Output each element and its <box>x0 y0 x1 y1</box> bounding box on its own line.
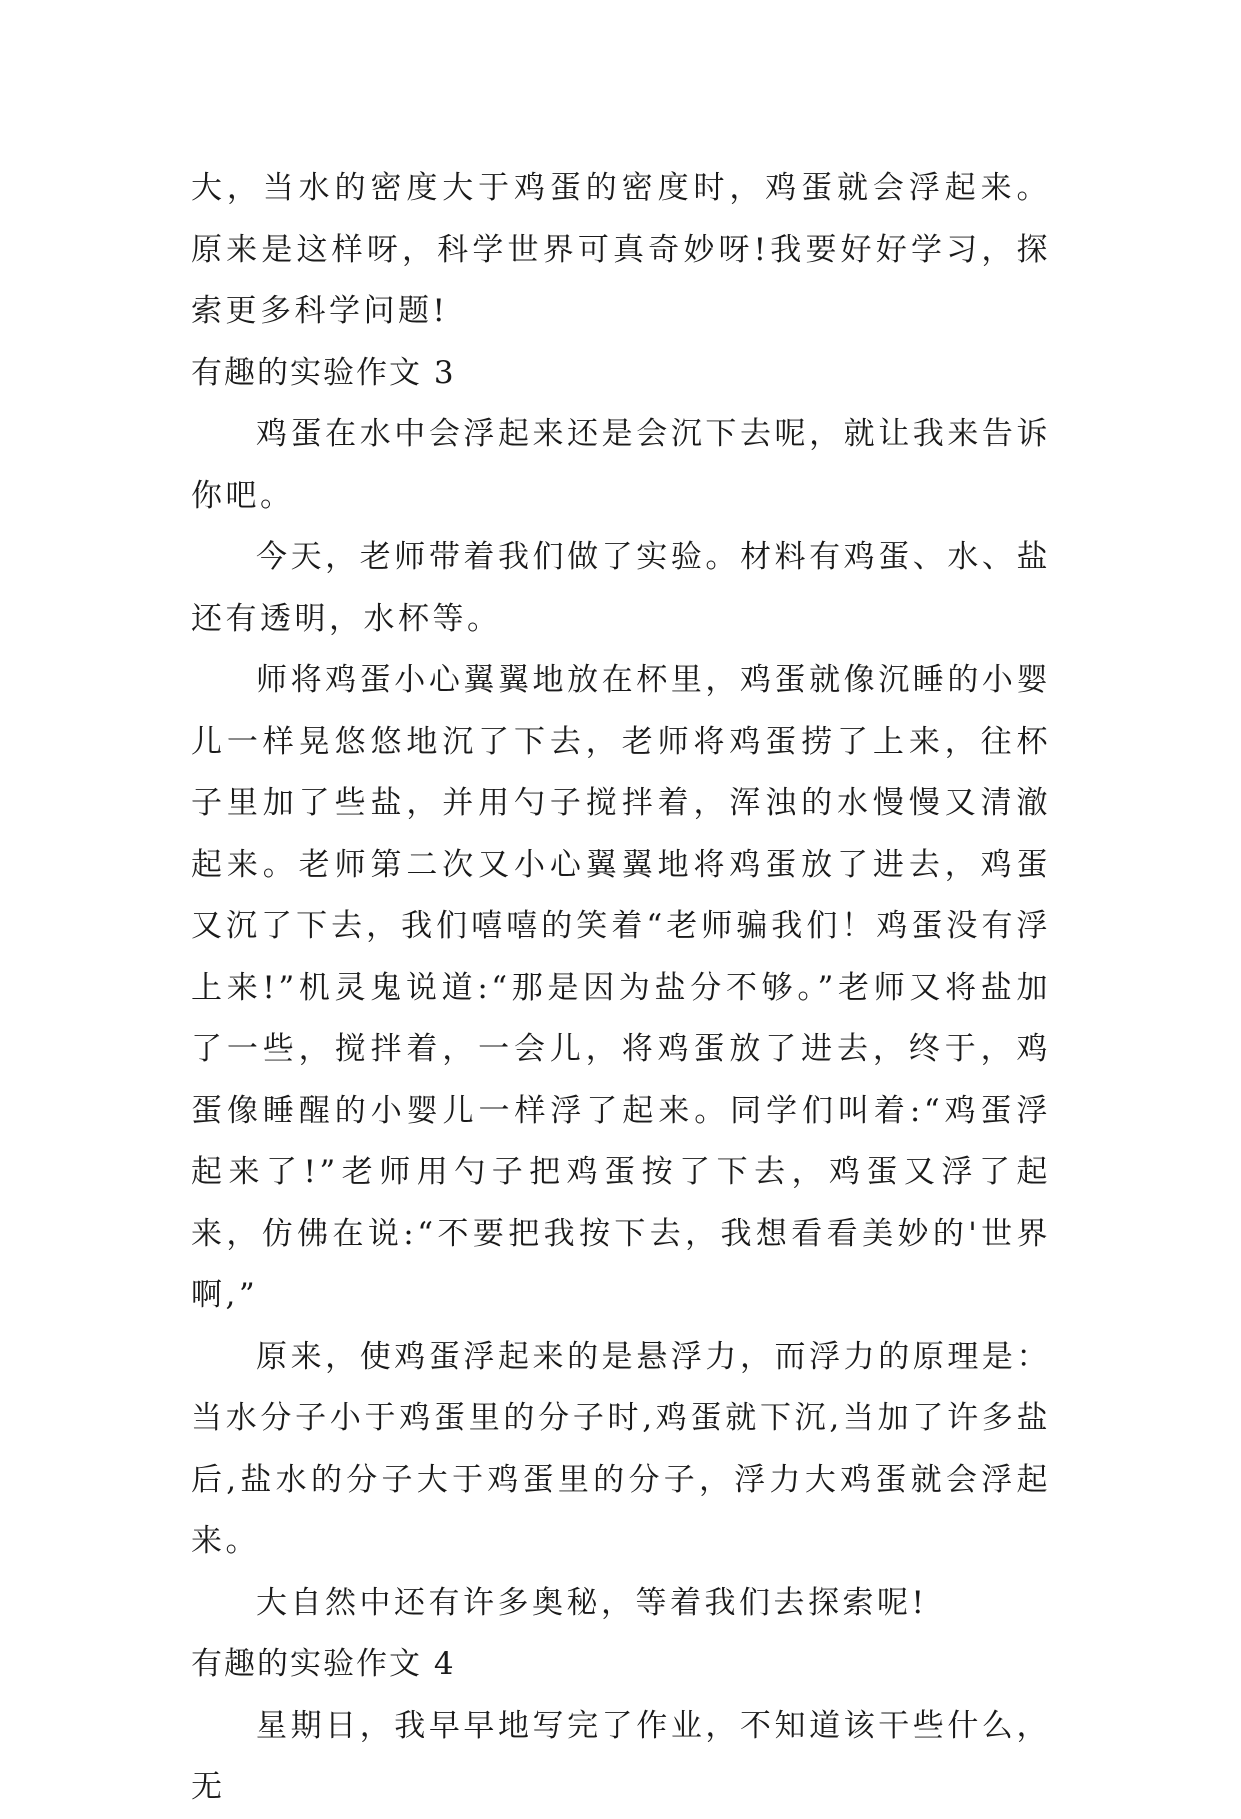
section-heading-4: 有趣的实验作文 4 <box>191 1646 456 1682</box>
paragraph-continued: 大，当水的密度大于鸡蛋的密度时，鸡蛋就会浮起来。原来是这样呀，科学世界可真奇妙呀!我要好好学习，探索更多科学问题! <box>191 170 1051 329</box>
paragraph: 师将鸡蛋小心翼翼地放在杯里，鸡蛋就像沉睡的小婴儿一样晃悠悠地沉了下去，老师将鸡蛋捞了上来，往杯子里加了些盐，并用勺子搅拌着，浑浊的水慢慢又清澈起来。老师第二次又小心翼翼地将鸡蛋放了进去，鸡蛋又沉了下去，我们嘻嘻的笑着“老师骗我们！鸡蛋没有浮上来!”机灵鬼说道:“那是因为盐分不够。”老师又将盐加了一些，搅拌着，一会儿，将鸡蛋放了进去，终于，鸡蛋像睡醒的小婴儿一样浮了起来。同学们叫着:“鸡蛋浮起来了!”老师用勺子把鸡蛋按了下去，鸡蛋又浮了起来，仿佛在说:“不要把我按下去，我想看看美妙的'世界啊,” <box>191 662 1051 1313</box>
section-heading-3: 有趣的实验作文 3 <box>191 354 456 391</box>
paragraph: 星期日，我早早地写完了作业，不知道该干些什么，无 <box>191 1707 1051 1805</box>
paragraph: 鸡蛋在水中会浮起来还是会沉下去呢，就让我来告诉你吧。 <box>191 416 1051 514</box>
paragraph: 大自然中还有许多奥秘，等着我们去探索呢! <box>256 1584 928 1621</box>
paragraph: 今天，老师带着我们做了实验。材料有鸡蛋、水、盐还有透明，水杯等。 <box>191 539 1051 637</box>
paragraph: 原来，使鸡蛋浮起来的是悬浮力，而浮力的原理是：当水分子小于鸡蛋里的分子时,鸡蛋就下沉,当加了许多盐后,盐水的分子大于鸡蛋里的分子，浮力大鸡蛋就会浮起来。 <box>191 1338 1051 1559</box>
document-body <box>191 158 1051 1819</box>
